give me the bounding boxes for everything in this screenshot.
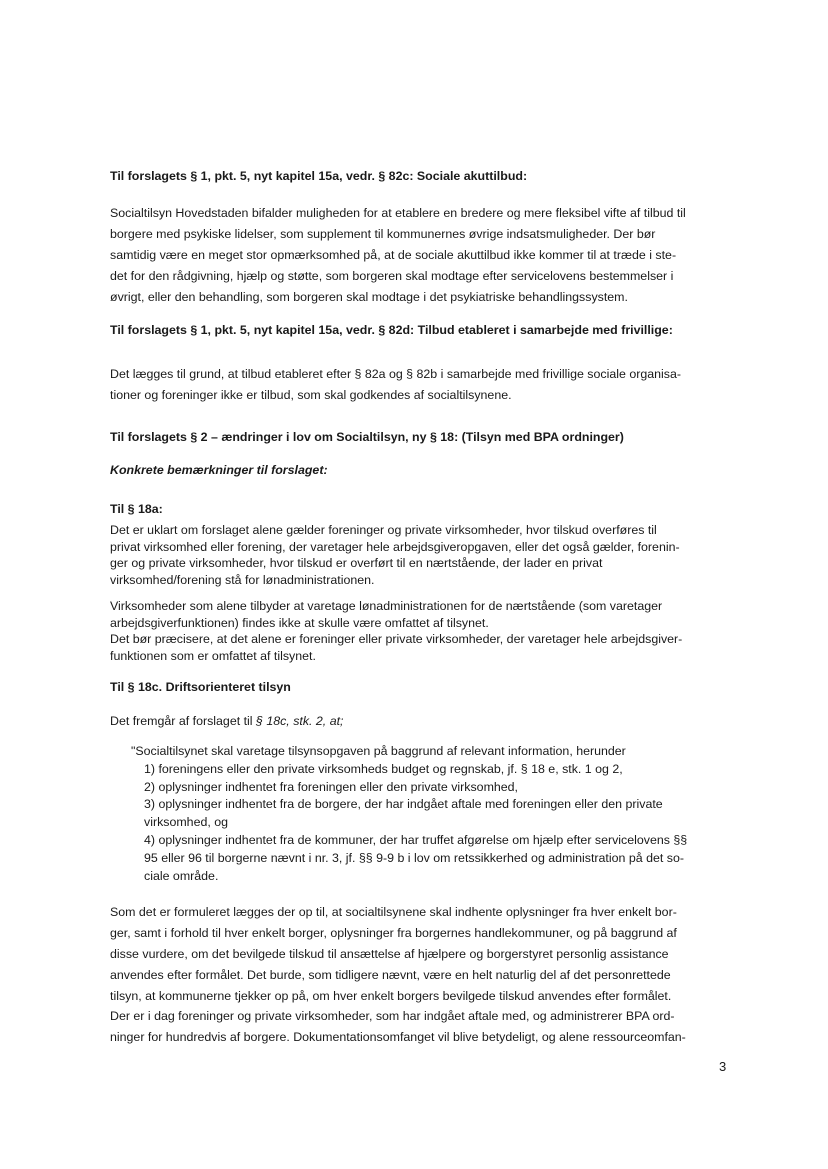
text-line: Det bør præcisere, at det alene er foreninger eller private virksomheder, der varetager hele arbejdsgiver- bbox=[110, 632, 683, 646]
text-line: Det fremgår af forslaget til bbox=[110, 714, 256, 728]
text-line: det for den rådgivning, hjælp og støtte, som borgeren skal modtage efter servicelovens bestemmelser i bbox=[110, 269, 674, 283]
text-line: 95 eller 96 til borgerne nævnt i nr. 3, jf. §§ 9-9 b i lov om retssikkerhed og administration på det so- bbox=[144, 850, 684, 865]
text-line: Som det er formuleret lægges der op til, at socialtilsynene skal indhente oplysninger fra hver enkelt bor- bbox=[110, 905, 677, 919]
text-line: Socialtilsyn Hovedstaden bifalder muligheden for at etablere en bredere og mere fleksibel vifte af tilbud til bbox=[110, 206, 686, 220]
paragraph-18a-2 bbox=[110, 598, 730, 664]
quote-item bbox=[131, 796, 729, 832]
statute-quote bbox=[131, 743, 729, 885]
paragraph-82d bbox=[110, 364, 730, 406]
text-line: tioner og foreninger ikke er tilbud, som skal godkendes af socialtilsynene. bbox=[110, 388, 512, 402]
paragraph-18c-assessment bbox=[110, 902, 730, 1007]
text-line: Virksomheder som alene tilbyder at varetage lønadministrationen for de nærtstående (som varetager bbox=[110, 599, 663, 613]
text-line: samtidig være en meget stor opmærksomhed på, at de sociale akuttilbud ikke kommer til at træde i ste- bbox=[110, 248, 677, 262]
text-line: ger, samt i forhold til hver enkelt borger, oplysninger fra borgernes handlekommuner, og på baggrund af bbox=[110, 926, 677, 940]
text-line: tilsyn, at kommunerne tjekker op på, om hver enkelt borgers bevilgede tilskud anvendes efter formålet. bbox=[110, 989, 672, 1003]
text-line: Det lægges til grund, at tilbud etableret efter § 82a og § 82b i samarbejde med frivillige sociale organisa- bbox=[110, 367, 681, 381]
heading-18c: Til § 18c. Driftsorienteret tilsyn bbox=[110, 680, 291, 694]
text-line: 1) foreningens eller den private virksomheds budget og regnskab, jf. § 18 e, stk. 1 og 2, bbox=[144, 761, 623, 776]
heading-18a: Til § 18a: bbox=[110, 502, 163, 516]
heading-concrete-remarks: Konkrete bemærkninger til forslaget: bbox=[110, 463, 328, 477]
text-line: Der er i dag foreninger og private virksomheder, som har indgået aftale med, og administrerer BPA ord- bbox=[110, 1009, 675, 1023]
text-line: 4) oplysninger indhentet fra de kommuner, der har truffet afgørelse om hjælp efter servicelovens §§ bbox=[144, 832, 688, 847]
text-line: disse vurdere, om det bevilgede tilskud til ansættelse af hjælpere og borgerstyret personlig assistance bbox=[110, 947, 669, 961]
text-line: borgere med psykiske lidelser, som supplement til kommunernes øvrige indsatsmuligheder. Der bør bbox=[110, 227, 656, 241]
quote-item bbox=[131, 779, 729, 797]
text-line: privat virksomhed eller forening, der varetager hele arbejdsgiveropgaven, eller det også gælder, forenin- bbox=[110, 539, 680, 554]
text-line: 3) oplysninger indhentet fra de borgere, der har indgået aftale med foreningen eller den private bbox=[144, 797, 663, 812]
text-line: øvrigt, eller den behandling, som borgeren skal modtage i det psykiatriske behandlingssystem. bbox=[110, 290, 628, 304]
text-line: anvendes efter formålet. Det burde, som tidligere nævnt, være en helt naturlig del af det personrettede bbox=[110, 968, 671, 982]
text-line: 2) oplysninger indhentet fra foreningen eller den private virksomhed, bbox=[144, 779, 519, 794]
text-line: arbejdsgiverfunktionen) findes ikke at skulle være omfattet af tilsynet. bbox=[110, 615, 489, 630]
text-line: virksomhed, og bbox=[144, 815, 229, 830]
statute-reference: § 18c, stk. 2, at; bbox=[256, 714, 344, 728]
paragraph-18c-scope bbox=[110, 1006, 730, 1048]
text-line: funktionen som er omfattet af tilsynet. bbox=[110, 648, 316, 663]
heading-82c: Til forslagets § 1, pkt. 5, nyt kapitel 15a, vedr. § 82c: Sociale akuttilbud: bbox=[110, 169, 528, 183]
quote-intro: "Socialtilsynet skal varetage tilsynsopgaven på baggrund af relevant information, herunder bbox=[131, 744, 626, 758]
quote-item bbox=[131, 761, 729, 779]
quote-item bbox=[131, 832, 729, 885]
heading-paragraph-2: Til forslagets § 2 – ændringer i lov om Socialtilsyn, ny § 18: (Tilsyn med BPA ordninger) bbox=[110, 430, 624, 444]
text-line: virksomhed/forening stå for lønadministrationen. bbox=[110, 572, 375, 587]
page-number: 3 bbox=[719, 1059, 727, 1074]
paragraph-82c bbox=[110, 203, 730, 308]
text-line: ger og private virksomheder, hvor tilskud er overført til en nærtstående, der lader en privat bbox=[110, 556, 603, 570]
heading-82d: Til forslagets § 1, pkt. 5, nyt kapitel 15a, vedr. § 82d: Tilbud etableret i samarbejde med frivillige: bbox=[110, 323, 673, 337]
text-line: ninger for hundredvis af borgere. Dokumentationsomfanget vil blive betydeligt, og alene ressourceomfan- bbox=[110, 1030, 686, 1044]
text-line: ciale område. bbox=[144, 868, 219, 883]
paragraph-18a-1 bbox=[110, 522, 730, 588]
paragraph-18c-intro bbox=[110, 711, 730, 732]
text-line: Det er uklart om forslaget alene gælder foreninger og private virksomheder, hvor tilskud overføres til bbox=[110, 523, 657, 537]
